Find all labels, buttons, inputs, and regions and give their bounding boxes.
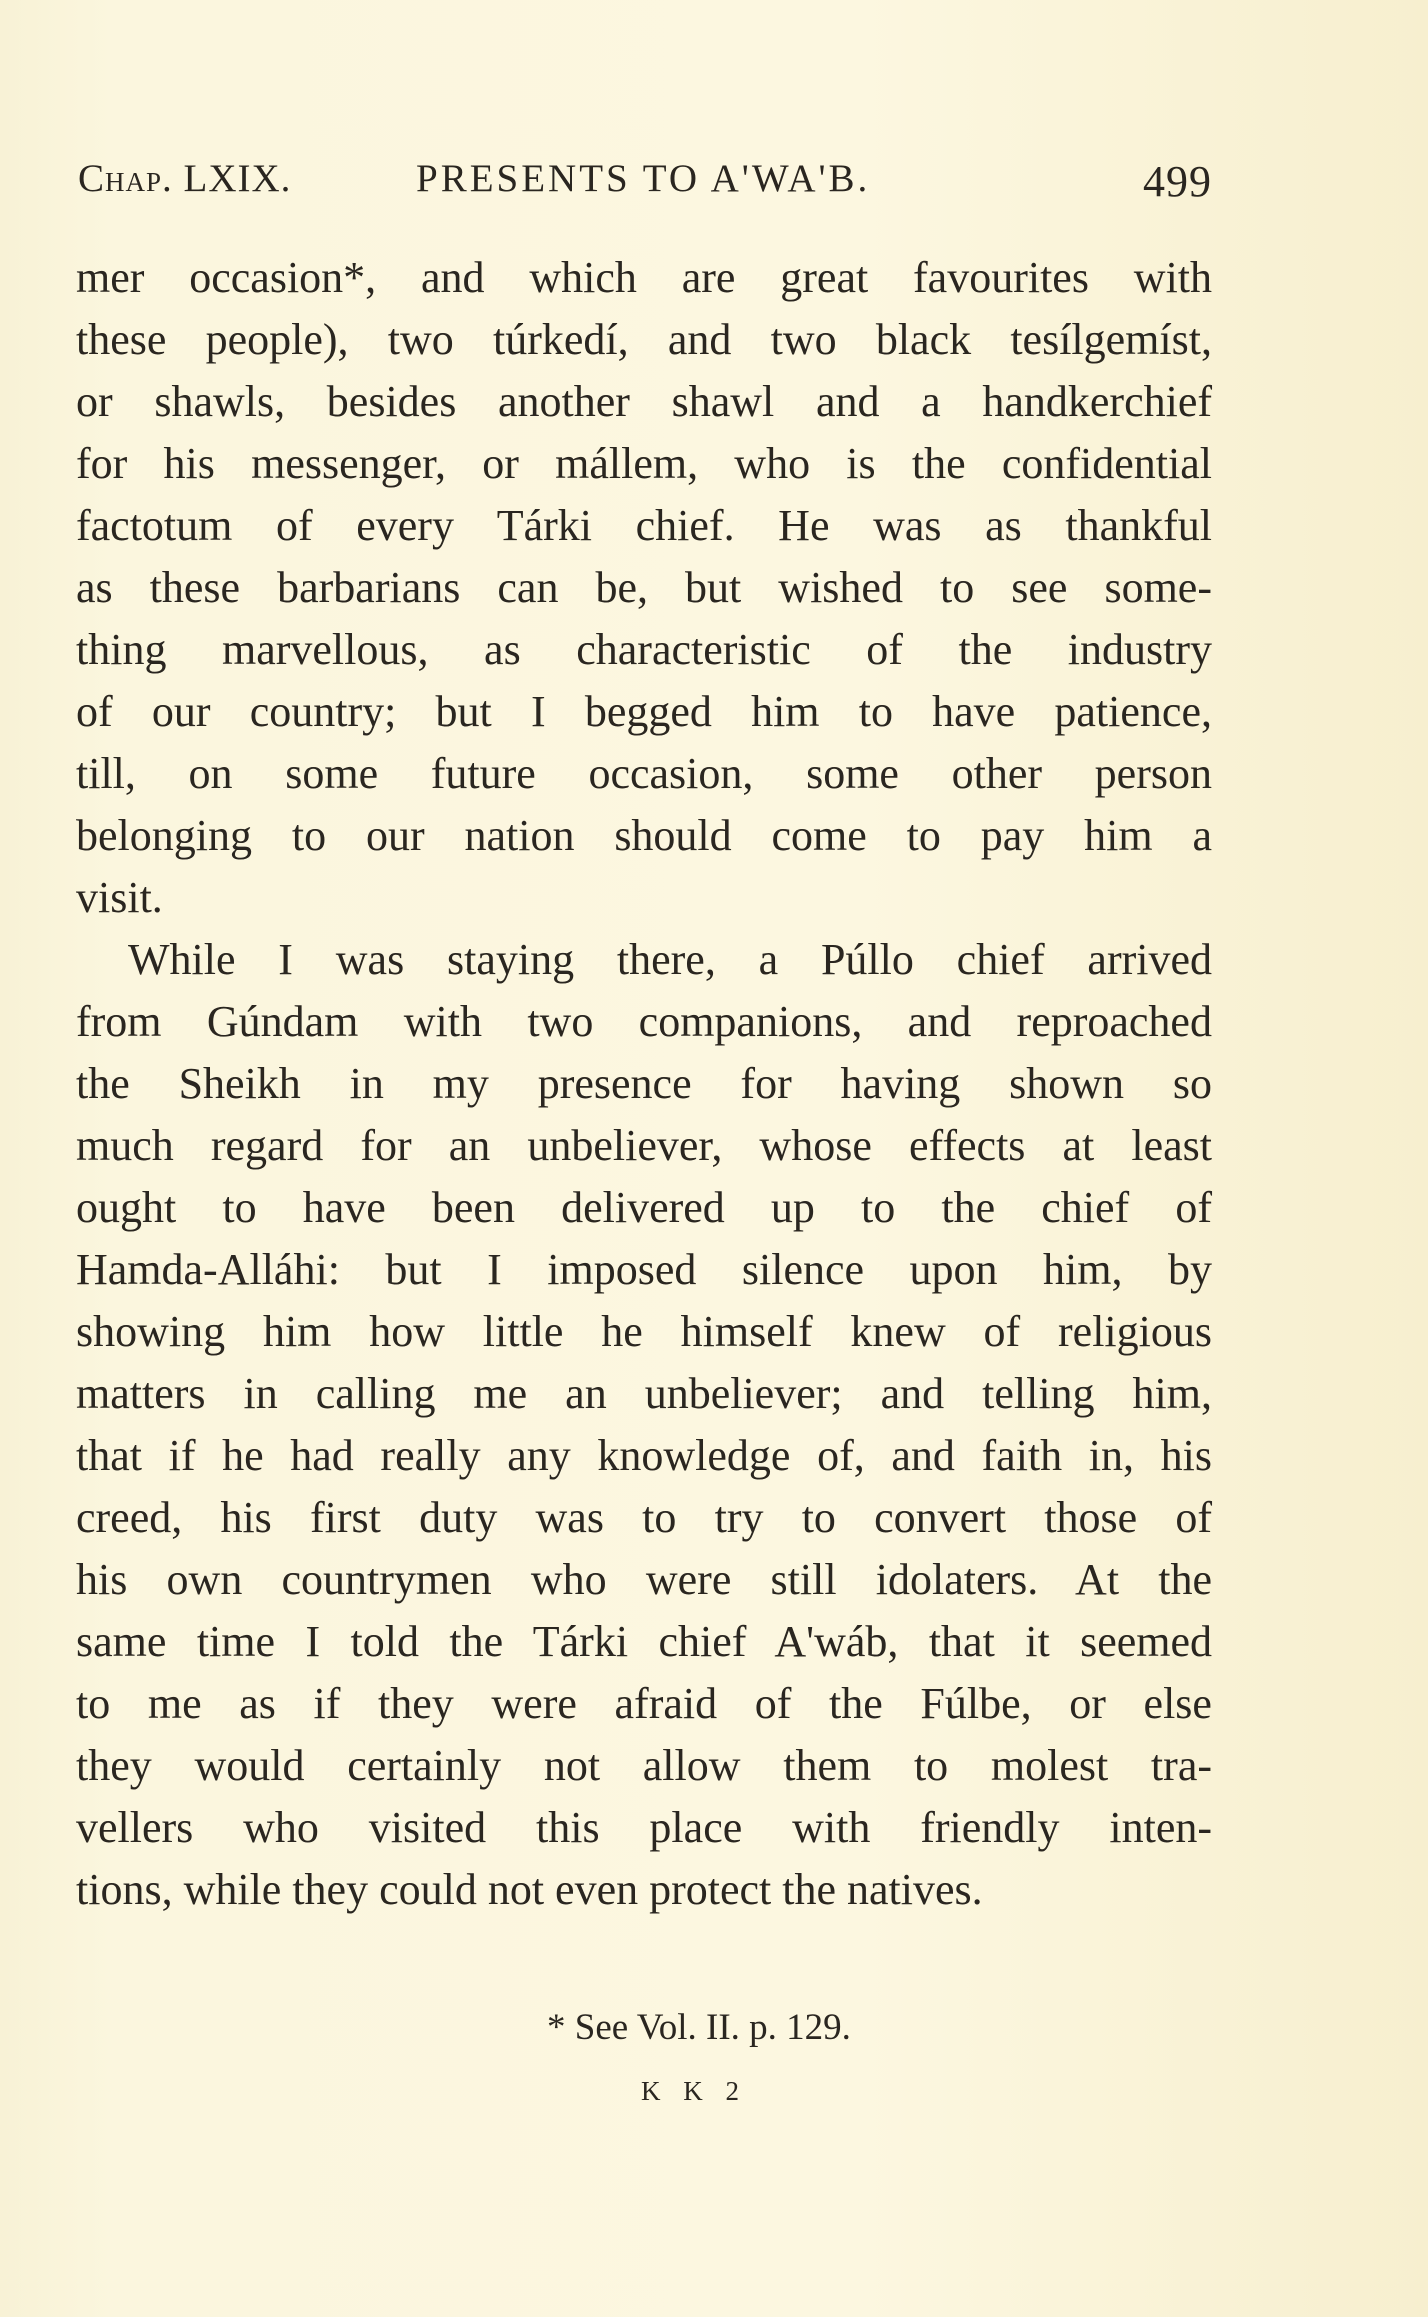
signature-mark [0,2076,1428,2107]
text-line: same time I told the Tárki chief A'wáb, that it seemed [76,1617,1213,1666]
text-line: Hamda-Alláhi: but I imposed silence upon him, by [76,1245,1213,1294]
text-line: belonging to our nation should come to pay him a [76,811,1213,860]
text-line: for his messenger, or mállem, who is the confidential [76,439,1212,488]
text-line: ought to have been delivered up to the chief of [76,1183,1212,1232]
body-text [76,247,1212,1921]
text-line: thing marvellous, as characteristic of the industry [76,625,1212,674]
text-line: from Gúndam with two companions, and reproached [76,997,1212,1046]
running-title: PRESENTS TO A'WA'B. [416,157,871,200]
running-header [78,156,1212,216]
text-line: of our country; but I begged him to have patience, [76,687,1212,736]
text-line: the Sheikh in my presence for having shown so [76,1059,1212,1108]
page-number: 499 [1143,157,1212,206]
text-line: much regard for an unbeliever, whose effects at least [76,1121,1213,1170]
signature-text: K K 2 [641,2076,747,2106]
text-line: his own countrymen who were still idolaters. At the [76,1555,1213,1604]
text-line: or shawls, besides another shawl and a handkerchief [76,377,1213,426]
text-line: these people), two túrkedí, and two black tesílgemíst, [76,315,1212,364]
text-line: that if he had really any knowledge of, and faith in, his [76,1431,1212,1480]
text-line: visit. [76,873,163,922]
footnote [0,2006,1428,2049]
text-line: they would certainly not allow them to molest tra- [76,1741,1212,1790]
text-line: to me as if they were afraid of the Fúlbe, or else [76,1679,1212,1728]
text-line: showing him how little he himself knew of religious [76,1307,1213,1356]
text-line: vellers who visited this place with friendly inten- [76,1803,1212,1852]
text-line: till, on some future occasion, some other person [76,749,1212,798]
text-line: mer occasion*, and which are great favourites with [76,253,1213,302]
chapter-label: Chap. LXIX. [78,157,292,200]
text-line: While I was staying there, a Púllo chief arrived [128,935,1212,984]
text-line: factotum of every Tárki chief. He was as thankful [76,501,1212,550]
footnote-text: * See Vol. II. p. 129. [547,2007,851,2048]
text-line: as these barbarians can be, but wished to see some- [76,563,1212,612]
text-line: creed, his first duty was to try to convert those of [76,1493,1213,1542]
text-line: matters in calling me an unbeliever; and telling him, [76,1369,1212,1418]
text-line: tions, while they could not even protect the natives. [76,1865,983,1914]
